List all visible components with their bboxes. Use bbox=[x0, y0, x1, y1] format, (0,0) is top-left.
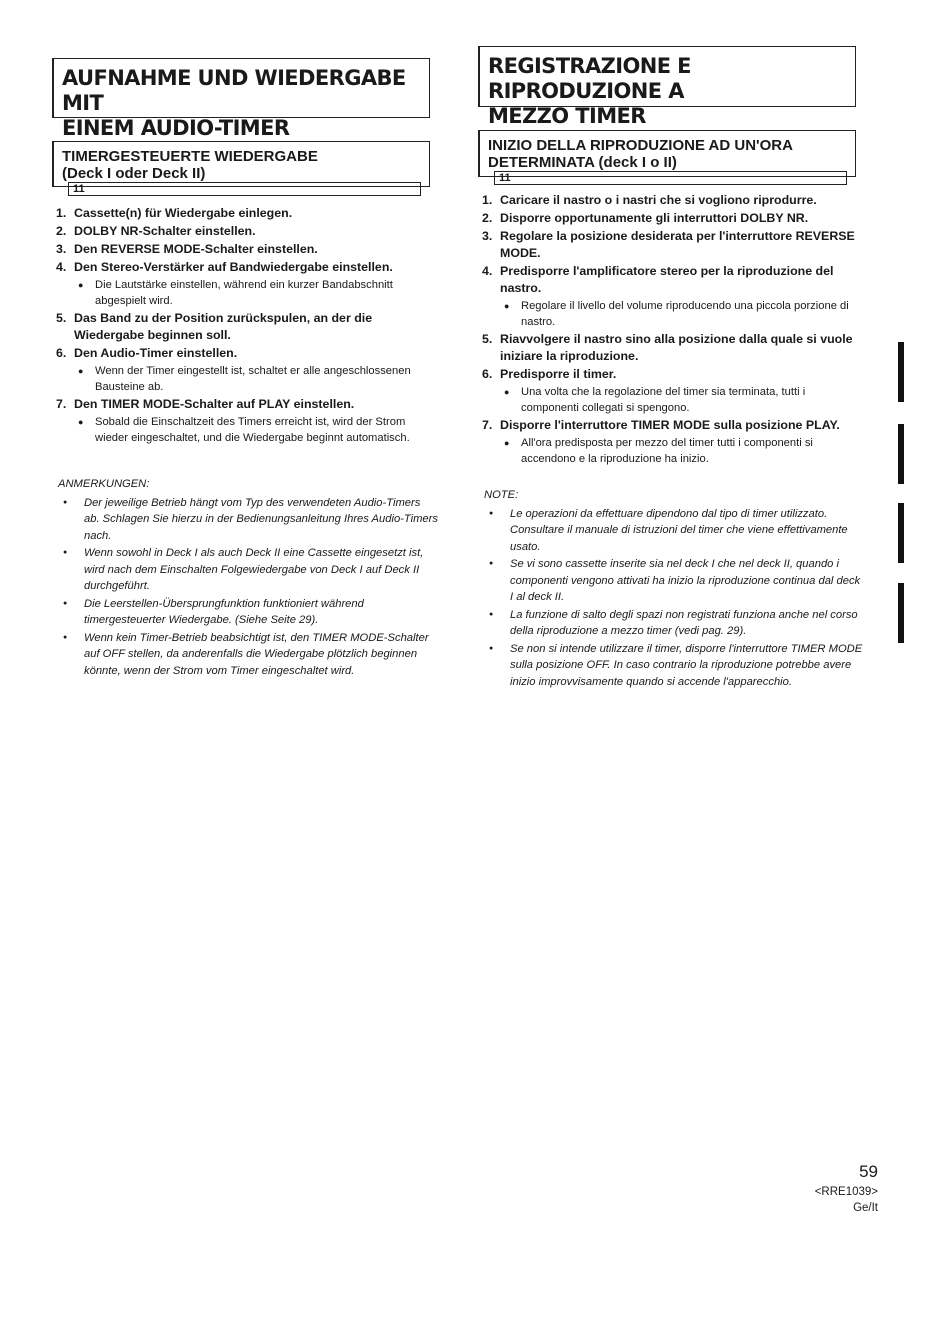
step-bullet: ● Sobald die Einschaltzeit des Timers erreicht ist, wird der Strom wieder eingeschaltet, und die Wiedergabe beginnt automatisch. bbox=[74, 414, 434, 446]
step-bullet: ● Regolare il livello del volume riproducendo una piccola porzione di nastro. bbox=[500, 298, 862, 330]
step-item bbox=[52, 205, 434, 222]
italian-notes bbox=[484, 487, 866, 691]
step-number: 1. bbox=[56, 206, 67, 220]
note-item: ● Der jeweilige Betrieb hängt vom Typ des verwendeten Audio-Timers ab. Schlagen Sie hierzu in der Bedienungsanleitung Ihres Audio-Timers nach. bbox=[58, 495, 438, 545]
step-number: 7. bbox=[482, 418, 493, 432]
step-text: Den Stereo-Verstärker auf Bandwiedergabe einstellen. bbox=[74, 260, 393, 274]
step-number: 4. bbox=[56, 260, 67, 274]
italian-steps-list bbox=[478, 192, 862, 468]
step-number: 3. bbox=[482, 229, 493, 243]
step-text: Caricare il nastro o i nastri che si vogliono riprodurre. bbox=[500, 193, 817, 207]
note-item: ● Wenn sowohl in Deck I als auch Deck II eine Cassette eingesetzt ist, wird nach dem Einschalten Folgewiedergabe von Deck I auf Deck II durchgeführt. bbox=[58, 545, 438, 595]
thumb-bar bbox=[898, 424, 904, 484]
note-item: ● Le operazioni da effettuare dipendono dal tipo di timer utilizzato. Consultare il manuale di istruzioni del timer che viene effettivamente usato. bbox=[484, 506, 866, 556]
italian-notes-heading: NOTE: bbox=[484, 489, 519, 501]
step-text: Disporre l'interruttore TIMER MODE sulla posizione PLAY. bbox=[500, 418, 840, 432]
italian-main-title: REGISTRAZIONE E RIPRODUZIONE A MEZZO TIMER bbox=[478, 46, 856, 107]
note-item: ● Wenn kein Timer-Betrieb beabsichtigt ist, den TIMER MODE-Schalter auf OFF stellen, da anderenfalls die Wiedergabe plötzlich beginnen könnte, wenn der Strom vom Timer eingeschaltet wird. bbox=[58, 630, 438, 680]
step-number: 3. bbox=[56, 242, 67, 256]
step-number: 7. bbox=[56, 397, 67, 411]
step-text: Predisporre l'amplificatore stereo per la riproduzione del nastro. bbox=[500, 264, 834, 295]
figure-ref-box: 11 bbox=[68, 182, 421, 196]
step-item bbox=[478, 228, 862, 262]
german-notes-heading: ANMERKUNGEN: bbox=[58, 478, 150, 490]
figure-ref-box: 11 bbox=[494, 171, 847, 185]
thumb-bar bbox=[898, 342, 904, 402]
step-text: Den TIMER MODE-Schalter auf PLAY einstellen. bbox=[74, 397, 355, 411]
step-number: 1. bbox=[482, 193, 493, 207]
note-item: ● Se vi sono cassette inserite sia nel deck I che nel deck II, quando i componenti vengono attivati ha inizio la riproduzione continua dal deck I al deck II. bbox=[484, 556, 866, 606]
step-item bbox=[52, 241, 434, 258]
step-item bbox=[478, 192, 862, 209]
step-item bbox=[478, 417, 862, 467]
step-item bbox=[478, 263, 862, 330]
step-item bbox=[52, 259, 434, 309]
step-number: 2. bbox=[482, 211, 493, 225]
step-text: Riavvolgere il nastro sino alla posizione dalla quale si vuole iniziare la riproduzione. bbox=[500, 332, 853, 363]
language-code: Ge/It bbox=[853, 1202, 878, 1214]
step-item bbox=[478, 210, 862, 227]
step-number: 5. bbox=[482, 332, 493, 346]
german-section-title: TIMERGESTEUERTE WIEDERGABE (Deck I oder Deck II) 11 bbox=[52, 141, 430, 187]
step-number: 5. bbox=[56, 311, 67, 325]
step-item bbox=[478, 366, 862, 416]
step-text: Den Audio-Timer einstellen. bbox=[74, 346, 238, 360]
step-number: 2. bbox=[56, 224, 67, 238]
step-item bbox=[52, 396, 434, 446]
german-notes bbox=[58, 476, 438, 680]
note-item: ● La funzione di salto degli spazi non registrati funziona anche nel corso della riproduzione a mezzo timer (vedi pag. 29). bbox=[484, 607, 866, 640]
step-text: Den REVERSE MODE-Schalter einstellen. bbox=[74, 242, 318, 256]
step-item bbox=[52, 223, 434, 240]
german-main-title: AUFNAHME UND WIEDERGABE MIT EINEM AUDIO-TIMER bbox=[52, 58, 430, 118]
page-number: 59 bbox=[859, 1162, 878, 1181]
step-item bbox=[478, 331, 862, 365]
note-item: ● Die Leerstellen-Übersprungfunktion funktioniert während timergesteuerter Wiedergabe. (Siehe Seite 29). bbox=[58, 596, 438, 629]
step-bullet: ● Una volta che la regolazione del timer sia terminata, tutti i componenti collegati si spengono. bbox=[500, 384, 862, 416]
step-bullet: ● Die Lautstärke einstellen, während ein kurzer Bandabschnitt abgespielt wird. bbox=[74, 277, 434, 309]
note-item: ● Se non si intende utilizzare il timer, disporre l'interruttore TIMER MODE sulla posizione OFF. In caso contrario la riproduzione potrebbe avere inizio improvvisamente quando si accende l'apparecchio. bbox=[484, 641, 866, 691]
step-text: Disporre opportunamente gli interruttori DOLBY NR. bbox=[500, 211, 809, 225]
step-item bbox=[52, 345, 434, 395]
step-text: Regolare la posizione desiderata per l'interruttore REVERSE MODE. bbox=[500, 229, 855, 260]
step-text: Predisporre il timer. bbox=[500, 367, 617, 381]
step-number: 6. bbox=[56, 346, 67, 360]
step-text: DOLBY NR-Schalter einstellen. bbox=[74, 224, 256, 238]
document-code: <RRE1039> bbox=[814, 1186, 878, 1198]
step-text: Cassette(n) für Wiedergabe einlegen. bbox=[74, 206, 293, 220]
step-bullet: ● All'ora predisposta per mezzo del timer tutti i componenti si accendono e la riproduzione ha inizio. bbox=[500, 435, 862, 467]
thumb-bar bbox=[898, 503, 904, 563]
step-number: 4. bbox=[482, 264, 493, 278]
step-text: Das Band zu der Position zurückspulen, an der die Wiedergabe beginnen soll. bbox=[74, 311, 373, 342]
step-number: 6. bbox=[482, 367, 493, 381]
german-steps-list bbox=[52, 205, 434, 447]
italian-section-title: INIZIO DELLA RIPRODUZIONE AD UN'ORA DETERMINATA (deck I o II) 11 bbox=[478, 130, 856, 177]
thumb-bar bbox=[898, 583, 904, 643]
step-item bbox=[52, 310, 434, 344]
step-bullet: ● Wenn der Timer eingestellt ist, schaltet er alle angeschlossenen Bausteine ab. bbox=[74, 363, 434, 395]
